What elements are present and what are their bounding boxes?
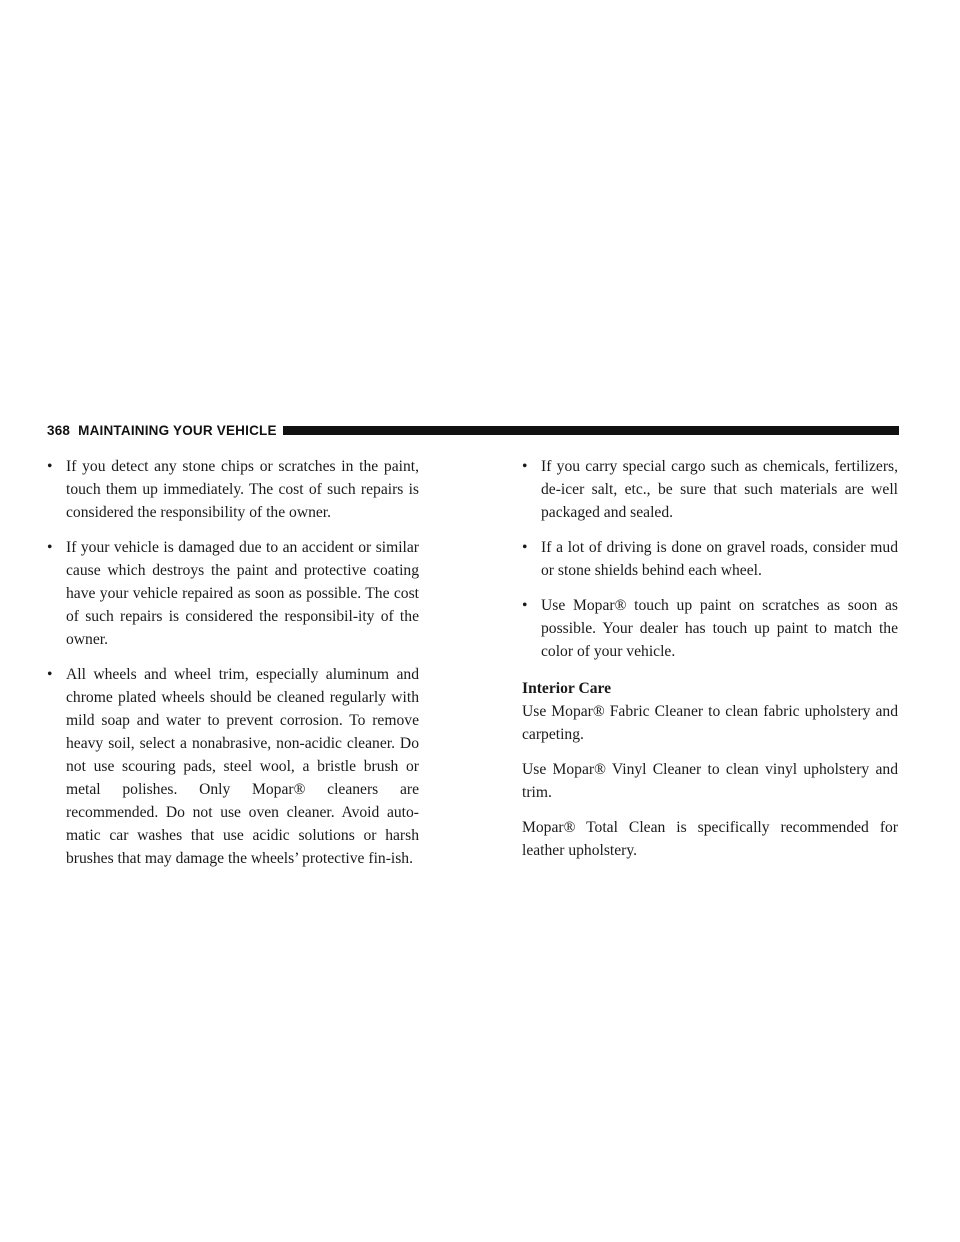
header-rule (283, 426, 899, 435)
list-item (522, 455, 898, 524)
paragraph: Use Mopar® Fabric Cleaner to clean fabric upholstery and carpeting. (522, 703, 898, 743)
list-item (47, 663, 419, 870)
bullet-icon: • (47, 666, 53, 683)
section-title: MAINTAINING YOUR VEHICLE (78, 422, 277, 438)
page-header (47, 421, 899, 439)
bullet-text: If your vehicle is damaged due to an accident or similar cause which destroys the paint and protective coating have your vehicle repaired as soon as possible. The cost of such repairs is considered the responsibil-ity of the owner. (66, 539, 419, 648)
bullet-text: If you detect any stone chips or scratches in the paint, touch them up immediately. The cost of such repairs is considered the responsibility of the owner. (66, 458, 419, 521)
list-item (522, 594, 898, 663)
bullet-icon: • (522, 458, 528, 475)
left-column (47, 455, 419, 882)
bullet-text: If a lot of driving is done on gravel roads, consider mud or stone shields behind each wheel. (541, 539, 898, 579)
bullet-icon: • (522, 597, 528, 614)
bullet-icon: • (522, 539, 528, 556)
right-column (522, 455, 898, 874)
section-heading: Interior Care (522, 680, 612, 697)
paragraph: Mopar® Total Clean is specifically recommended for leather upholstery. (522, 819, 898, 859)
bullet-icon: • (47, 539, 53, 556)
bullet-text: If you carry special cargo such as chemicals, fertilizers, de-icer salt, etc., be sure that such materials are well packaged and sealed. (541, 458, 898, 521)
list-item (522, 536, 898, 582)
page-number: 368 (47, 422, 71, 438)
list-item (47, 455, 419, 524)
bullet-text: Use Mopar® touch up paint on scratches as soon as possible. Your dealer has touch up paint to match the color of your vehicle. (541, 597, 898, 660)
bullet-icon: • (47, 458, 53, 475)
list-item (47, 536, 419, 651)
bullet-text: All wheels and wheel trim, especially aluminum and chrome plated wheels should be cleaned regularly with mild soap and water to prevent corrosion. To remove heavy soil, select a nonabrasive, non-acidic cleaner. Do not use scouring pads, steel wool, a bristle brush or metal polishes. Only Mopar® cleaners are recommended. Do not use oven cleaner. Avoid auto-matic car washes that use acidic solutions or harsh brushes that may damage the wheels’ protective fin-ish. (66, 666, 419, 867)
paragraph: Use Mopar® Vinyl Cleaner to clean vinyl upholstery and trim. (522, 761, 898, 801)
